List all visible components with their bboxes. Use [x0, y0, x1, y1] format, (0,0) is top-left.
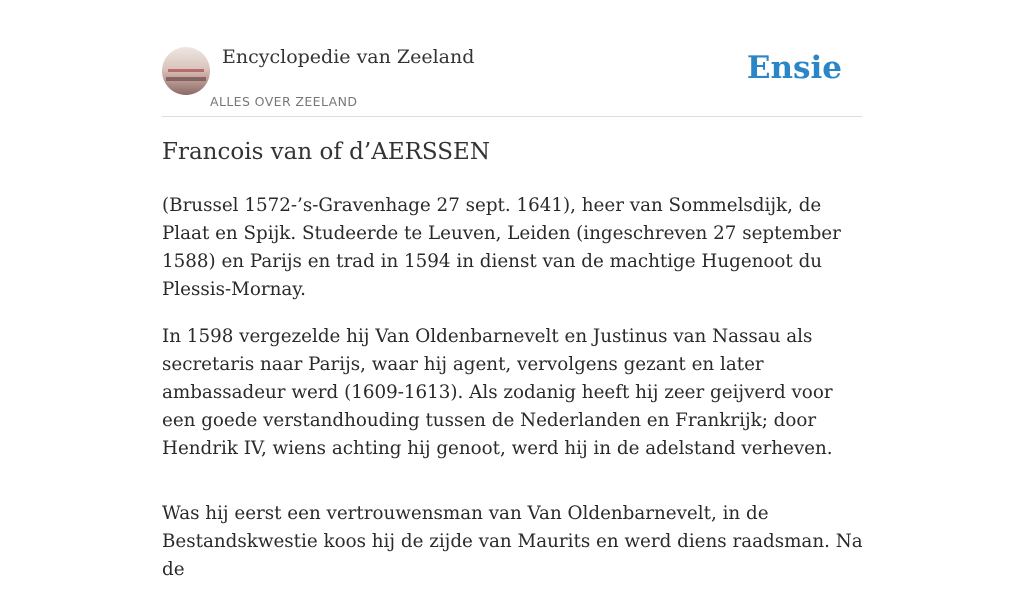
- article-paragraph: Was hij eerst een vertrouwensman van Van Oldenbarnevelt, in de Bestandskwestie koos hij de zijde van Maurits en werd diens raadsman. Na de: [162, 503, 863, 580]
- logo-decoration: [166, 77, 206, 81]
- article-paragraph: (Brussel 1572-’s-Gravenhage 27 sept. 1641), heer van Sommelsdijk, de Plaat en Spijk. Studeerde te Leuven, Leiden (ingeschreven 27 september 1588) en Parijs en trad in 1594 in dienst van de machtige Hugenoot du Plessis-Mornay.: [162, 195, 841, 300]
- article-paragraph: In 1598 vergezelde hij Van Oldenbarnevelt en Justinus van Nassau als secretaris naar Parijs, waar hij agent, vervolgens gezant en later ambassadeur werd (1609-1613). Als zodanig heeft hij zeer geijverd voor een goede verstandhouding tussen de Nederlanden en Frankrijk; door Hendrik IV, wiens achting hij genoot, werd hij in de adelstand verheven.: [162, 326, 833, 459]
- brand-logo[interactable]: Ensie: [746, 50, 842, 86]
- site-title[interactable]: Encyclopedie van Zeeland: [222, 46, 475, 68]
- site-logo[interactable]: [162, 47, 210, 95]
- article-title: Francois van of d’AERSSEN: [162, 139, 490, 165]
- logo-decoration: [168, 69, 204, 72]
- article-body: [162, 192, 868, 603]
- site-header: [162, 44, 862, 117]
- site-tagline: ALLES OVER ZEELAND: [210, 94, 358, 109]
